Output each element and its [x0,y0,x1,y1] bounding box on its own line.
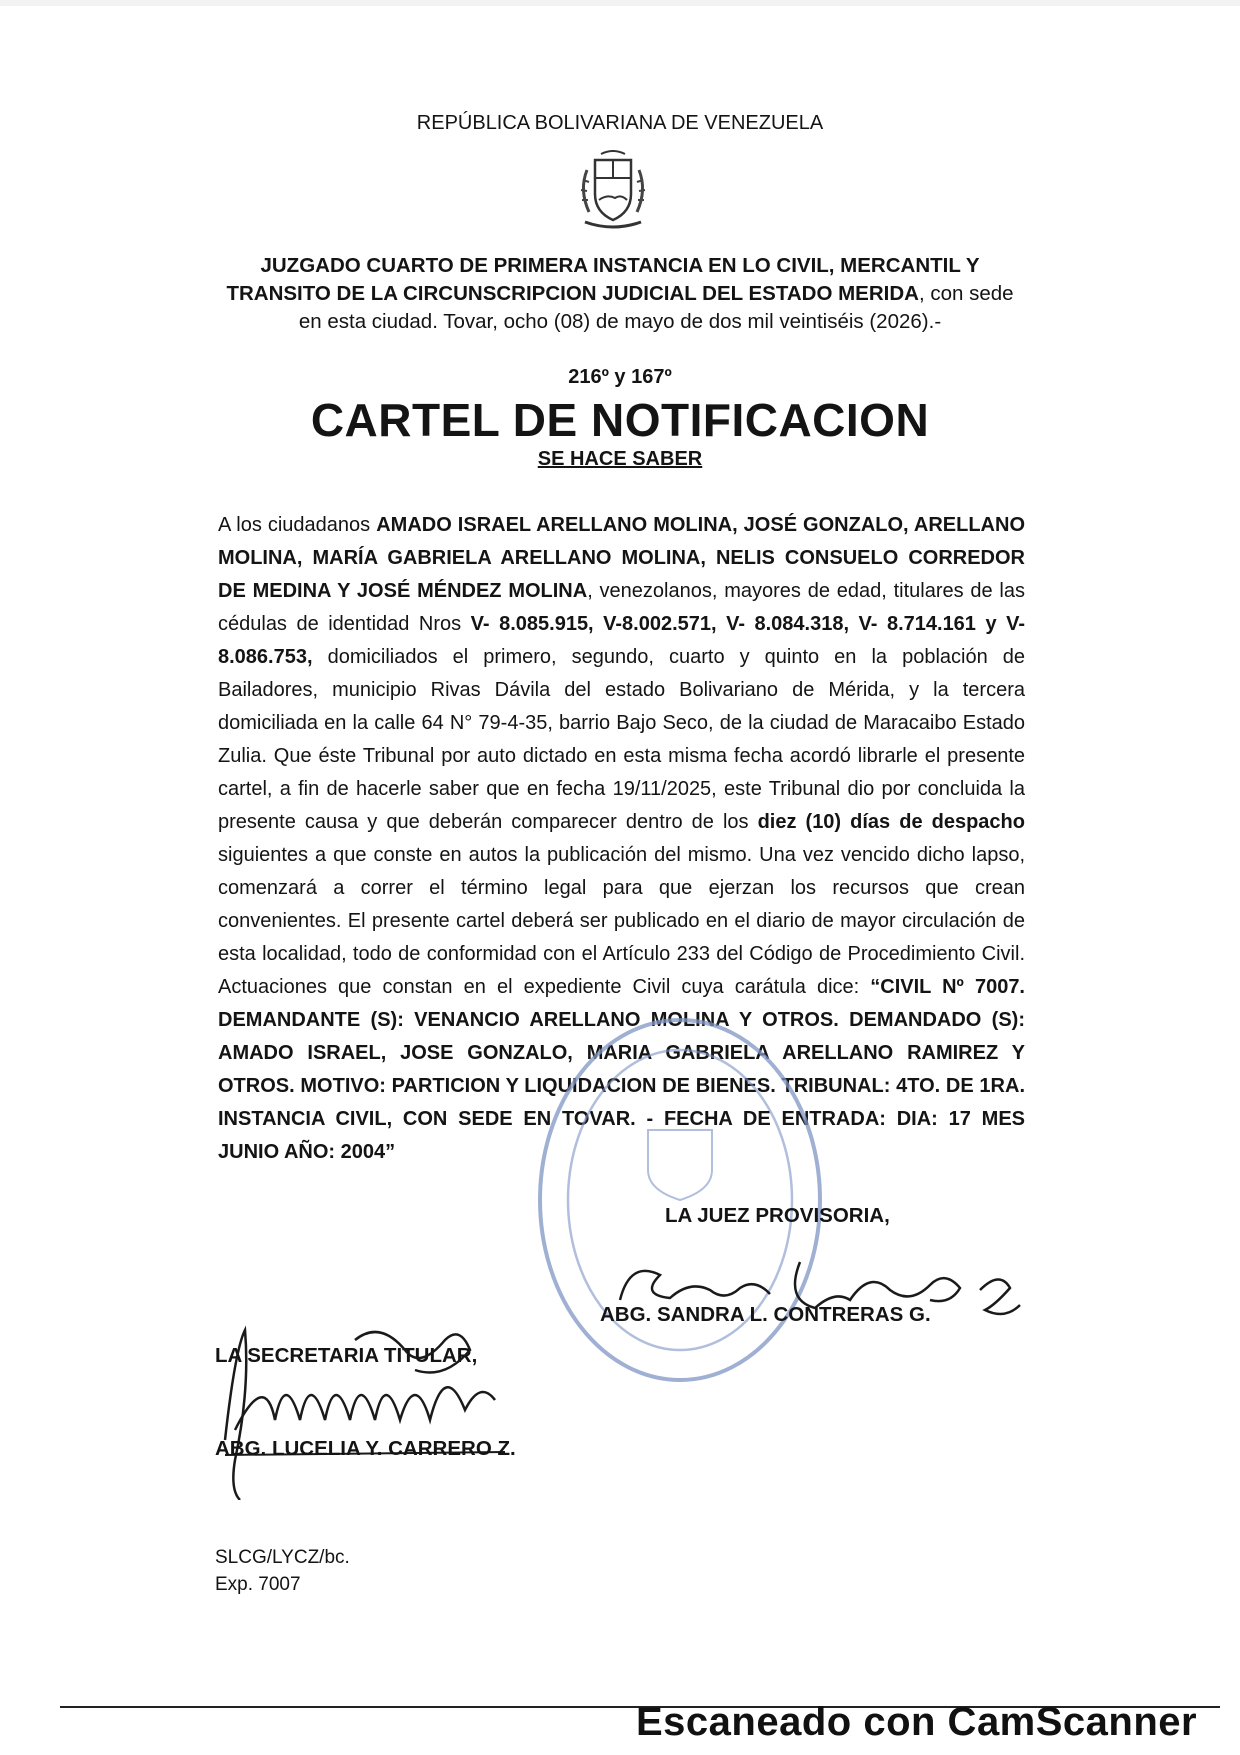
body-deadline: diez (10) días de despacho [757,811,1025,833]
document-initials: SLCG/LYCZ/bc. [215,1547,350,1568]
court-seal-stamp [530,1010,830,1390]
body-text-3: domiciliados el primero, segundo, cuarto y quinto en la población de Bailadores, municipio Rivas Dávila del estado Bolivariano de Mérida, y la tercera domiciliada en la calle 64 N° 79-4-35, barrio Bajo Seco, de la ciudad de Maracaibo Estado Zulia. Que éste Tribunal por auto dictado en esta misma fecha acordó librarle el presente cartel, a fin de hacerle saber que en fecha 19/11/2025, este Tribunal dio por concluida la presente causa y que deberán comparecer dentro de los [218,646,1025,833]
secretary-title: LA SECRETARIA TITULAR, [215,1344,478,1367]
republic-heading: REPÚBLICA BOLIVARIANA DE VENEZUELA [416,112,824,134]
court-heading [215,252,1025,336]
court-location-date: , con sede en esta ciudad. Tovar, ocho (08) de mayo de dos mil veintiséis (2026).- [298,282,1014,333]
body-case-caption: “CIVIL Nº 7007. DEMANDANTE (S): VENANCIO ARELLANO MOLINA Y OTROS. DEMANDADO (S): AMADO ISRAEL, JOSE GONZALO, MARIA GABRIELA ARELLANO RAMIREZ Y OTROS. MOTIVO: PARTICION Y LIQUIDACION DE BIENES. TRIBUNAL: 4TO. DE 1RA. INSTANCIA CIVIL, CON SEDE EN TOVAR. - FECHA DE ENTRADA: DIA: 17 MES JUNIO AÑO: 2004” [218,976,1025,1163]
judge-name: ABG. SANDRA L. CONTRERAS G. [600,1303,931,1326]
document-subtitle: SE HACE SABER [537,448,703,470]
coat-of-arms-icon [565,150,661,232]
court-name: JUZGADO CUARTO DE PRIMERA INSTANCIA EN LO CIVIL, MERCANTIL Y TRANSITO DE LA CIRCUNSCRIPCION JUDICIAL DEL ESTADO MERIDA [226,254,980,305]
secretary-name: ABG. LUCELIA Y. CARRERO Z. [215,1437,516,1460]
scanner-watermark: Escaneado con CamScanner [636,1700,1198,1744]
body-id-numbers: V- 8.085.915, V-8.002.571, V- 8.084.318, V- 8.714.161 y V- 8.086.753, [218,613,1025,668]
case-file-number: Exp. 7007 [215,1574,301,1595]
judge-title: LA JUEZ PROVISORIA, [665,1204,890,1227]
body-text-2: , venezolanos, mayores de edad, titulares de las cédulas de identidad Nros [218,580,1026,635]
body-names: AMADO ISRAEL ARELLANO MOLINA, JOSÉ GONZALO, ARELLANO MOLINA, MARÍA GABRIELA ARELLANO MOLINA, NELIS CONSUELO CORREDOR DE MEDINA Y JOSÉ MÉNDEZ MOLINA [218,514,1026,602]
scan-top-edge [0,0,1240,6]
body-text-4: siguientes a que conste en autos la publicación del mismo. Una vez vencido dicho lapso, comenzará a correr el término legal para que ejerzan los recursos que crean convenientes. El presente cartel deberá ser publicado en el diario de mayor circulación de esta localidad, todo de conformidad con el Artículo 233 del Código de Procedimiento Civil. Actuaciones que constan en el expediente Civil cuya carátula dice: [218,844,1025,998]
secretary-signature [205,1310,535,1500]
body-text-1: A los ciudadanos [218,514,377,536]
years-line: 216º y 167º [568,366,672,388]
document-title: CARTEL DE NOTIFICACION [310,394,930,446]
